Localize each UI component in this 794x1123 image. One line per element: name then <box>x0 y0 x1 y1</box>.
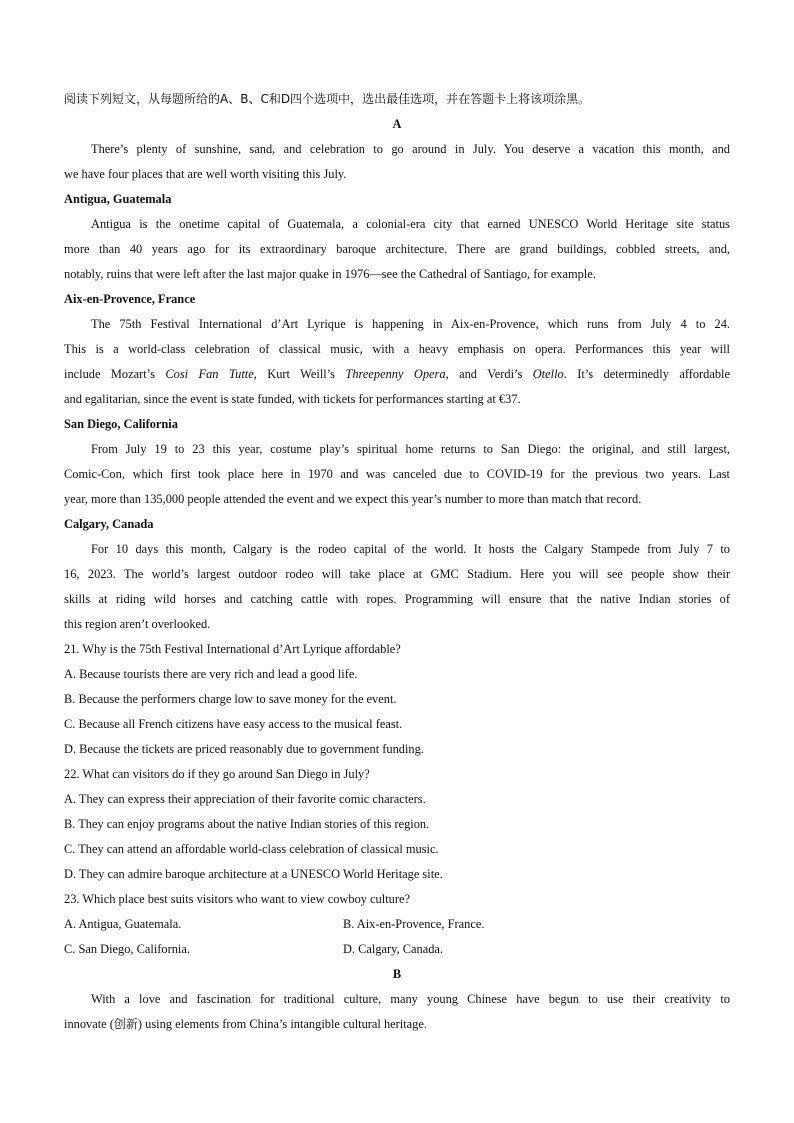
work-title-otello: Otello <box>532 367 564 381</box>
paragraph-line: The 75th Festival International d’Art Lyrique is happening in Aix-en-Provence, which runs from July 4 to 24. <box>91 317 730 331</box>
section-b-intro-line <box>64 1012 730 1037</box>
option-23-a: A. Antigua, Guatemala. <box>64 917 182 931</box>
paragraph-line: notably, ruins that were left after the last major quake in 1976—see the Cathedral of Santiago, for example. <box>64 267 596 281</box>
text-segment: , and Verdi’s <box>445 367 533 381</box>
work-title-cosi: Cosi Fan Tutte <box>165 367 254 381</box>
question-stem-23: 23. Which place best suits visitors who want to view cowboy culture? <box>64 892 410 906</box>
paragraph-line: more than 40 years ago for its extraordinary baroque architecture. There are grand buildings, cobbled streets, and, <box>64 242 730 256</box>
place-heading-aix: Aix-en-Provence, France <box>64 292 196 306</box>
text-segment: . It’s determinedly affordable <box>563 367 731 381</box>
option-23-c: C. San Diego, California. <box>64 942 190 956</box>
paragraph-line: and egalitarian, since the event is state funded, with tickets for performances starting at €37. <box>64 392 521 406</box>
option-21-b: B. Because the performers charge low to save money for the event. <box>64 692 397 706</box>
option-22-c: C. They can attend an affordable world-class celebration of classical music. <box>64 842 439 856</box>
text-segment: , Kurt Weill’s <box>253 367 346 381</box>
paragraph-line: year, more than 135,000 people attended the event and we expect this year’s number to more than match that record. <box>64 492 642 506</box>
paragraph-line: Antigua is the onetime capital of Guatemala, a colonial-era city that earned UNESCO World Heritage site status <box>91 217 730 231</box>
text-segment: ) using elements from China’s intangible cultural heritage. <box>137 1017 427 1031</box>
question-stem-21: 21. Why is the 75th Festival International d’Art Lyrique affordable? <box>64 642 401 656</box>
intro-line: There’s plenty of sunshine, sand, and celebration to go around in July. You deserve a vacation this month, and <box>91 142 730 156</box>
paragraph-line: Comic-Con, which first took place here in 1970 and was canceled due to COVID-19 for the previous two years. Last <box>64 467 730 481</box>
document-page <box>64 87 730 1037</box>
paragraph-line: From July 19 to 23 this year, costume play’s spiritual home returns to San Diego: the original, and still largest, <box>91 442 730 456</box>
place-heading-san-diego: San Diego, California <box>64 417 178 431</box>
text-segment: include Mozart’s <box>64 367 166 381</box>
option-22-a: A. They can express their appreciation of their favorite comic characters. <box>64 792 426 806</box>
option-21-d: D. Because the tickets are priced reasonably due to government funding. <box>64 742 424 756</box>
paragraph-line: this region aren’t overlooked. <box>64 617 211 631</box>
option-22-d: D. They can admire baroque architecture at a UNESCO World Heritage site. <box>64 867 443 881</box>
intro-line: we have four places that are well worth visiting this July. <box>64 167 347 181</box>
option-21-a: A. Because tourists there are very rich and lead a good life. <box>64 667 358 681</box>
chinese-gloss: 创新 <box>113 1017 138 1031</box>
work-title-threepenny: Threepenny Opera <box>345 367 446 381</box>
section-b-intro-line: With a love and fascination for traditional culture, many young Chinese have begun to use their creativity to <box>91 992 730 1006</box>
paragraph-line: skills at riding wild horses and catching cattle with ropes. Programming will ensure that the native Indian stories of <box>64 592 730 606</box>
paragraph-line: For 10 days this month, Calgary is the rodeo capital of the world. It hosts the Calgary Stampede from July 7 to <box>91 542 730 556</box>
paragraph-line: 16, 2023. The world’s largest outdoor rodeo will take place at GMC Stadium. Here you will see people show their <box>64 567 730 581</box>
section-b-label: B <box>392 967 402 981</box>
option-row <box>64 912 730 937</box>
option-row <box>64 937 730 962</box>
place-heading-antigua: Antigua, Guatemala <box>64 192 172 206</box>
paragraph-line: This is a world-class celebration of classical music, with a heavy emphasis on opera. Performances this year will <box>64 342 730 356</box>
option-23-d: D. Calgary, Canada. <box>343 942 444 956</box>
question-stem-22: 22. What can visitors do if they go around San Diego in July? <box>64 767 370 781</box>
text-segment: innovate ( <box>64 1017 114 1031</box>
instruction: 阅读下列短文，从每题所给的A、B、C和D四个选项中，选出最佳选项，并在答题卡上将该项涂黑。 <box>64 92 591 106</box>
place-heading-calgary: Calgary, Canada <box>64 517 154 531</box>
option-23-b: B. Aix-en-Provence, France. <box>343 917 485 931</box>
paragraph-line-with-titles <box>64 362 730 387</box>
option-22-b: B. They can enjoy programs about the native Indian stories of this region. <box>64 817 430 831</box>
option-21-c: C. Because all French citizens have easy access to the musical feast. <box>64 717 403 731</box>
section-a-label: A <box>392 117 402 131</box>
